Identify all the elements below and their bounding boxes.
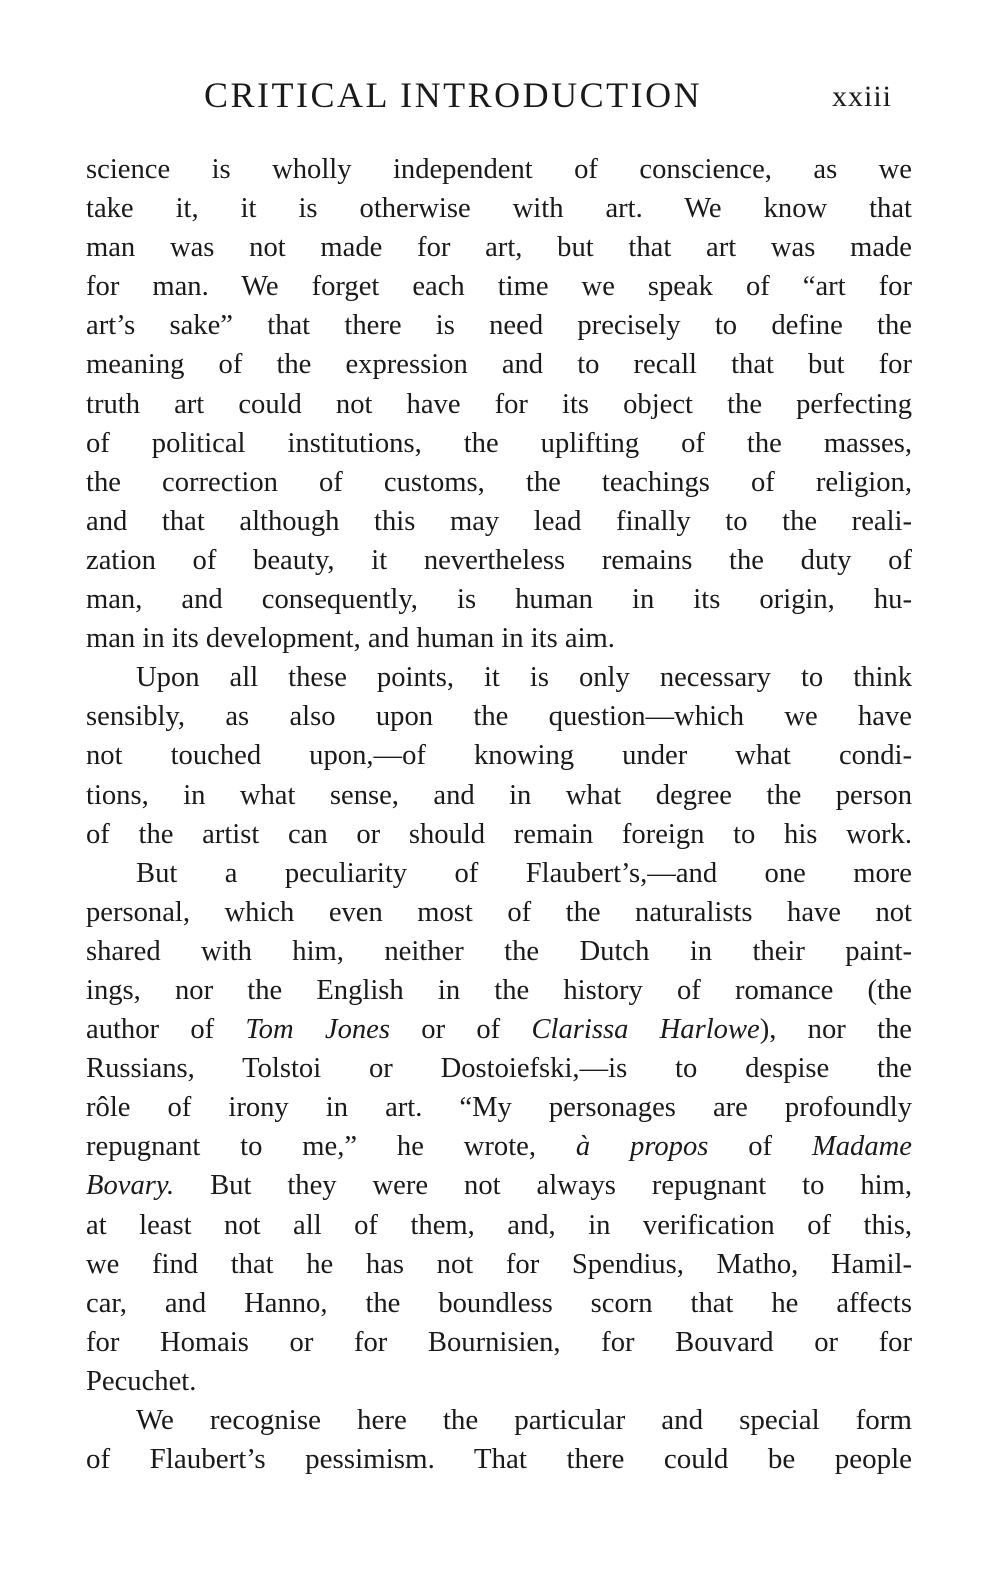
body-text [86, 150, 912, 1479]
book-title: Bovary. [86, 1170, 175, 1202]
text-line: But a peculiarity of Flaubert’s,—and one more [136, 857, 912, 889]
text-run: of [708, 1131, 812, 1163]
paragraph-4 [86, 1401, 912, 1479]
text-line: man was not made for art, but that art was made [86, 232, 912, 264]
book-title: Madame [811, 1131, 912, 1163]
text-line: take it, it is otherwise with art. We know that [86, 193, 912, 225]
running-title: CRITICAL INTRODUCTION [204, 75, 703, 115]
text-line: at least not all of them, and, in verification of this, [86, 1209, 912, 1241]
text-line: we find that he has not for Spendius, Matho, Hamil- [86, 1248, 912, 1280]
text-line: man in its development, and human in its aim. [86, 623, 615, 655]
text-run: ), nor the [759, 1014, 913, 1046]
paragraph-3 [86, 854, 912, 1401]
text-line: rôle of irony in art. “My personages are profoundly [86, 1092, 912, 1124]
text-run: But they were not always repugnant to him, [174, 1170, 912, 1202]
text-run: author of [86, 1014, 246, 1046]
paragraph-2 [86, 658, 912, 853]
text-line: of Flaubert’s pessimism. That there could be people [86, 1443, 912, 1476]
text-run: or of [390, 1014, 532, 1046]
page-number: xxiii [832, 80, 893, 113]
book-title: Tom Jones [245, 1014, 391, 1046]
text-line: Pecuchet. [86, 1365, 197, 1397]
text-line: zation of beauty, it nevertheless remains the duty of [86, 544, 912, 576]
text-line: for man. We forget each time we speak of “art for [86, 271, 912, 303]
text-line: for Homais or for Bournisien, for Bouvard or for [86, 1326, 912, 1358]
text-line: Upon all these points, it is only necessary to think [136, 662, 912, 694]
text-line: man, and consequently, is human in its origin, hu- [86, 584, 912, 616]
text-line: tions, in what sense, and in what degree the person [86, 779, 912, 811]
running-head [0, 74, 1000, 118]
text-line: car, and Hanno, the boundless scorn that he affects [86, 1287, 912, 1319]
text-line: of political institutions, the uplifting of the masses, [86, 427, 912, 459]
italic-phrase: à propos [575, 1131, 709, 1163]
text-line: truth art could not have for its object the perfecting [86, 388, 912, 420]
text-line: sensibly, as also upon the question—which we have [86, 701, 912, 733]
text-line: We recognise here the particular and special form [136, 1404, 912, 1436]
text-line [86, 1127, 912, 1166]
text-line: art’s sake” that there is need precisely to define the [86, 310, 912, 342]
text-line: shared with him, neither the Dutch in their paint- [86, 935, 912, 967]
paragraph-1 [86, 150, 912, 658]
text-line: of the artist can or should remain foreign to his work. [86, 818, 912, 850]
text-line: ings, nor the English in the history of romance (the [86, 974, 912, 1006]
text-line [86, 1010, 912, 1049]
text-line: personal, which even most of the naturalists have not [86, 896, 912, 928]
book-title: Clarissa Harlowe [531, 1014, 760, 1046]
text-line: not touched upon,—of knowing under what condi- [86, 740, 912, 772]
text-line: and that although this may lead finally to the reali- [86, 505, 912, 537]
text-line: the correction of customs, the teachings of religion, [86, 466, 912, 498]
text-line: science is wholly independent of conscience, as we [86, 154, 912, 185]
text-line [86, 1166, 912, 1205]
text-line: Russians, Tolstoi or Dostoiefski,—is to despise the [86, 1053, 912, 1085]
text-line: meaning of the expression and to recall that but for [86, 349, 912, 381]
text-run: repugnant to me,” he wrote, [86, 1131, 576, 1163]
